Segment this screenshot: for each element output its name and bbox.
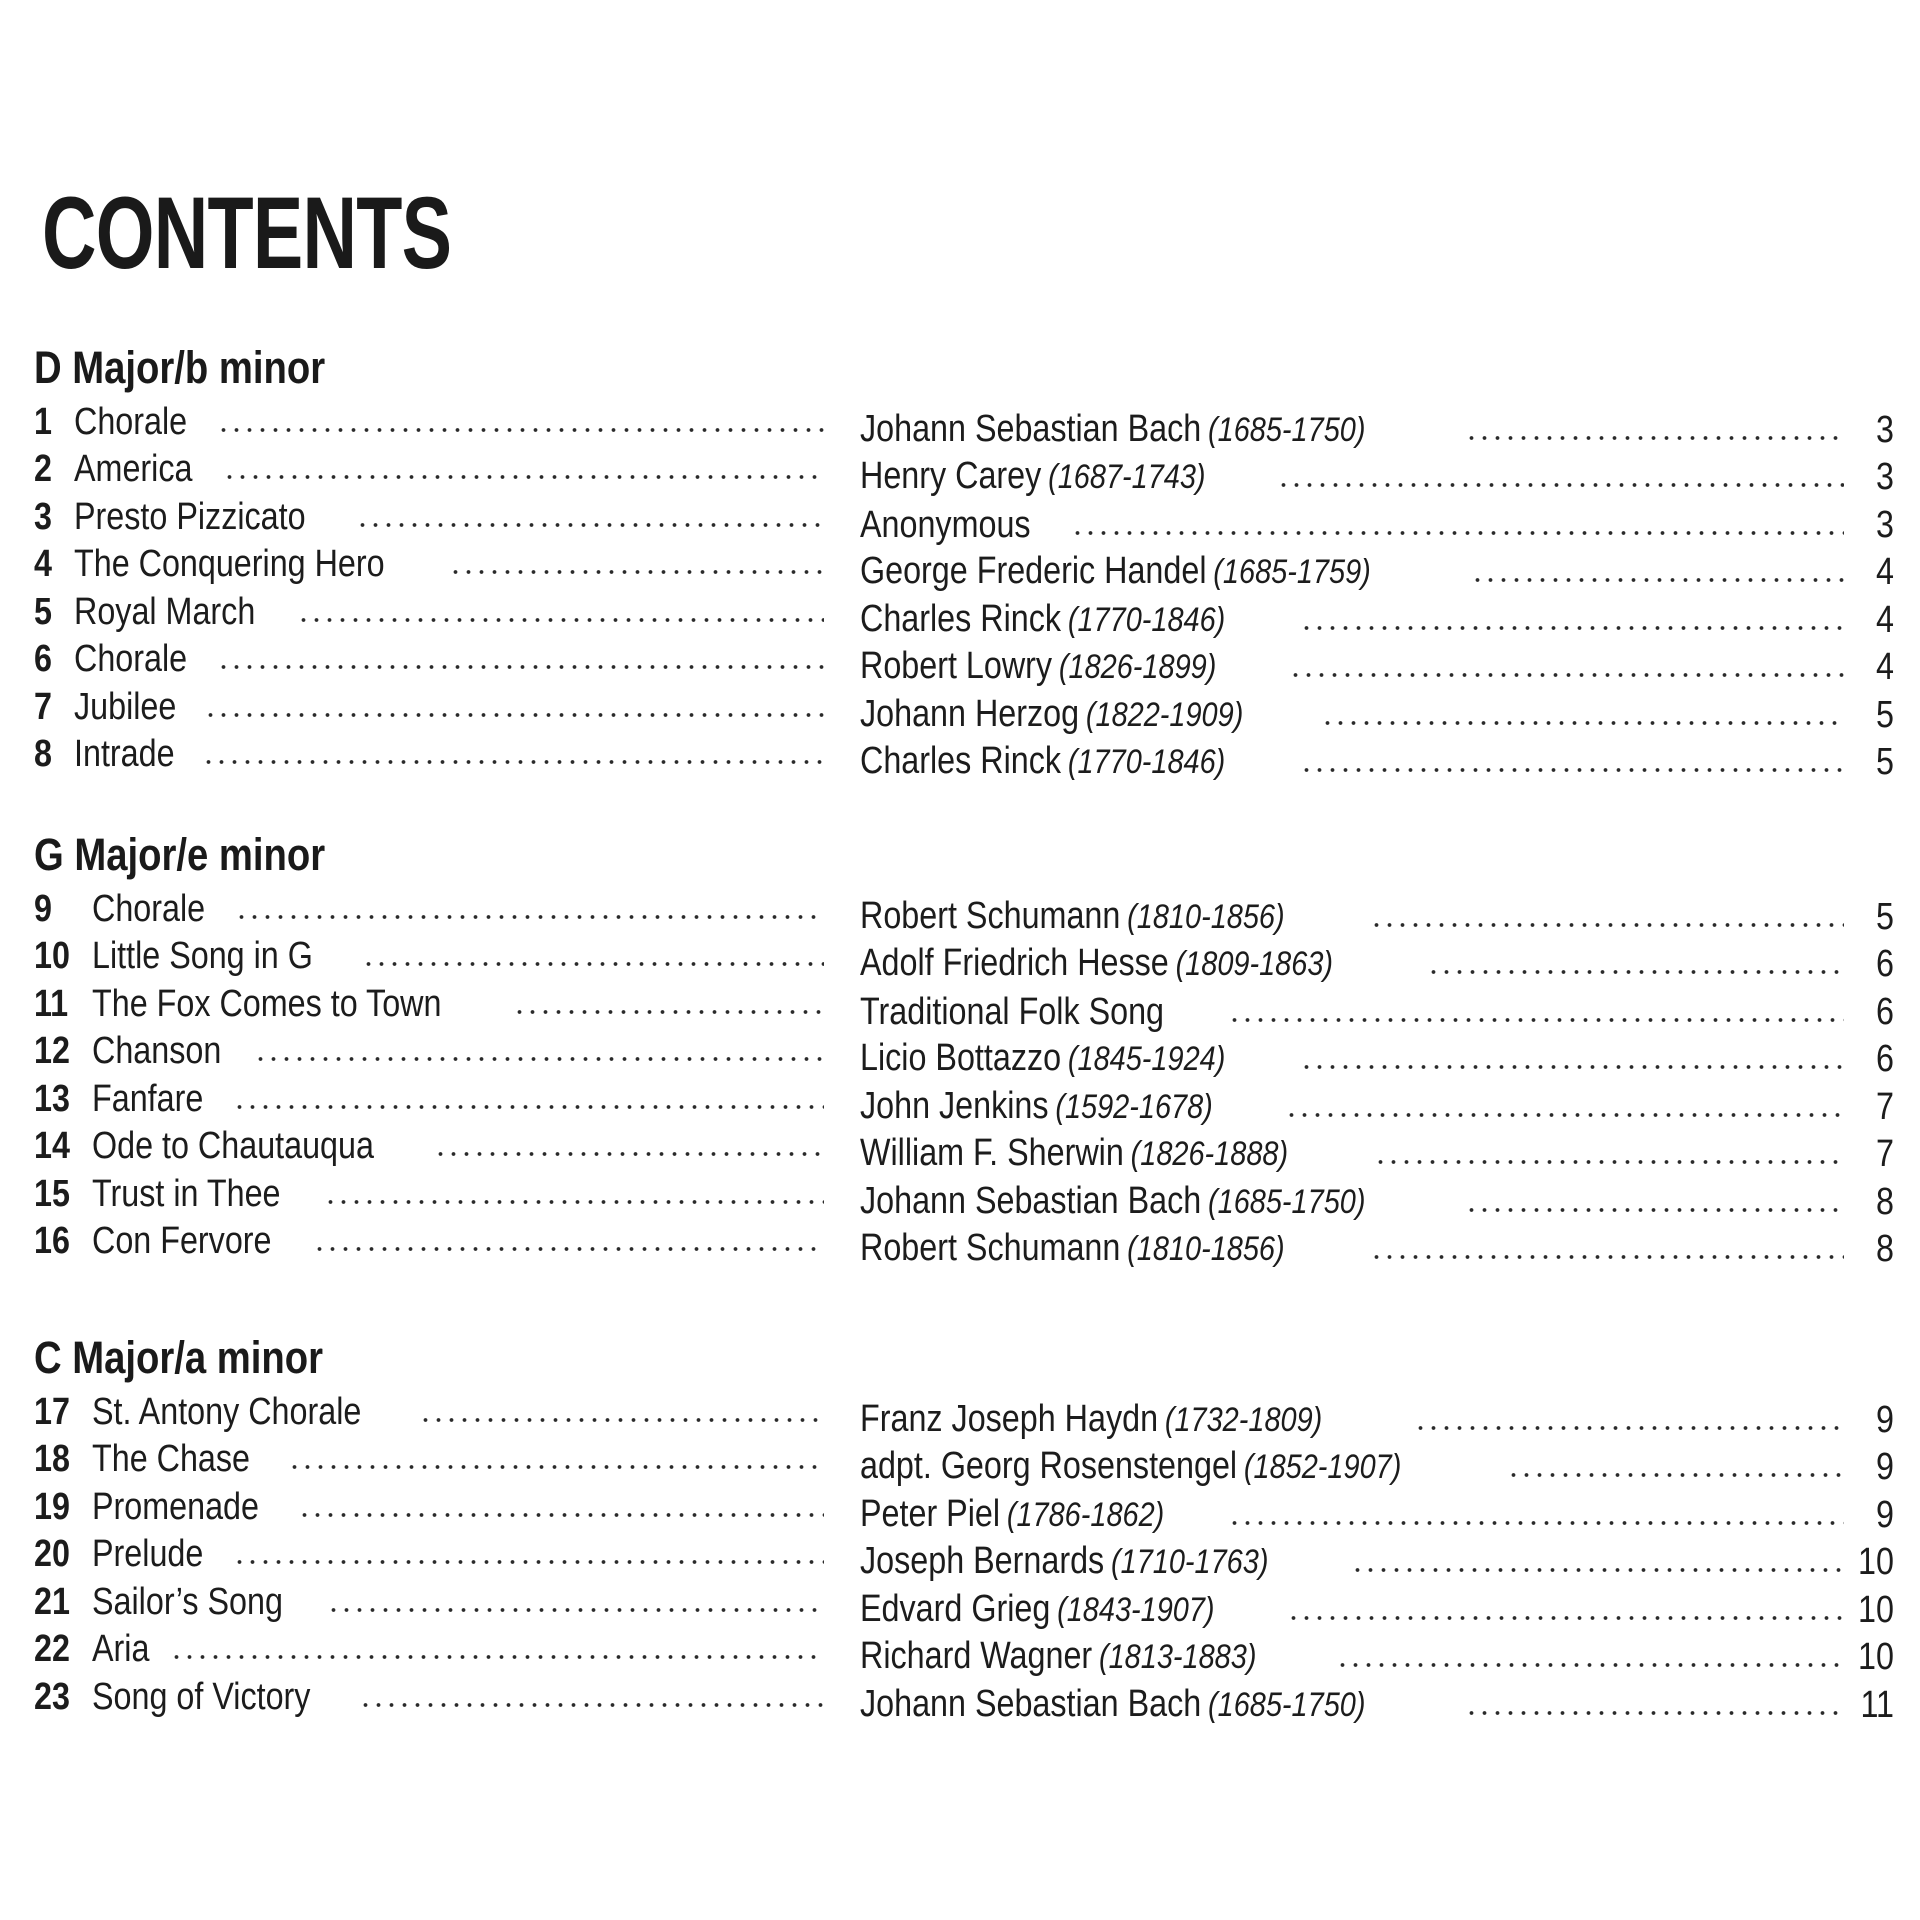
entry-title: Sailor’s Song: [92, 1580, 283, 1623]
entry-composer: Charles Rinck: [860, 597, 1062, 640]
entry-composer-column: [860, 990, 1894, 1034]
dot-leader: [233, 1102, 824, 1112]
entry-page-number: 3: [1876, 456, 1894, 498]
entry-number: 18: [34, 1438, 70, 1480]
entry-title: Presto Pizzicato: [74, 495, 306, 538]
entry-title: St. Antony Chorale: [92, 1390, 362, 1433]
entry-composer: Robert Lowry: [860, 645, 1053, 687]
entry-title-column: [34, 1124, 834, 1168]
entry-dates: (1826-1888): [1130, 1135, 1289, 1173]
entry-page-number: 3: [1876, 503, 1894, 546]
entry-title: Little Song in G: [92, 935, 313, 977]
entry-dates: (1710-1763): [1111, 1543, 1269, 1581]
dot-leader: [513, 1007, 824, 1017]
entry-page-number: 6: [1876, 943, 1894, 985]
entry-composer-column: [860, 1084, 1894, 1129]
dot-leader: [1465, 1708, 1844, 1718]
entry-composer-group: [860, 894, 1285, 939]
entry-number: 4: [34, 543, 52, 585]
entry-composer-column: [860, 1397, 1894, 1442]
entry-composer-column: [860, 549, 1894, 594]
entry-title-column: [34, 447, 834, 491]
entry-title-column: [34, 732, 834, 776]
entry-composer-column: [860, 1682, 1894, 1727]
entry-composer: William F. Sherwin: [860, 1132, 1124, 1174]
entry-composer: Henry Carey: [860, 455, 1042, 497]
entry-composer-column: [860, 894, 1894, 939]
entry-title: Intrade: [74, 733, 175, 775]
dot-leader: [170, 1652, 824, 1662]
entry-number: 8: [34, 733, 52, 775]
page-title: CONTENTS: [42, 176, 452, 290]
entry-page-number: 5: [1876, 741, 1894, 783]
entry-page-number: 9: [1876, 1446, 1894, 1488]
entry-title-column: [34, 1437, 834, 1481]
entry-composer-group: [860, 597, 1225, 642]
entry-composer-column: [860, 1587, 1894, 1632]
dot-leader: [1277, 480, 1844, 490]
dot-leader: [313, 1244, 824, 1254]
entry-number: 10: [34, 935, 70, 977]
dot-leader: [1289, 670, 1844, 680]
entry-page-number: 8: [1876, 1180, 1894, 1223]
entry-composer-group: [860, 1492, 1164, 1537]
entry-page-number: 6: [1876, 990, 1894, 1033]
entry-number: 19: [34, 1485, 70, 1528]
dot-leader: [359, 1700, 824, 1710]
entry-title-column: [34, 934, 834, 978]
entry-composer-group: [860, 644, 1216, 689]
entry-composer: George Frederic Handel: [860, 550, 1207, 592]
section-heading: G Major/e minor: [34, 829, 326, 880]
entry-composer-group: [860, 1397, 1322, 1442]
dot-leader: [1351, 1565, 1844, 1575]
dot-leader: [298, 1510, 824, 1520]
dot-leader: [1336, 1660, 1844, 1670]
entry-composer-column: [860, 1131, 1894, 1176]
entry-composer-column: [860, 1444, 1894, 1489]
entry-composer: Richard Wagner: [860, 1635, 1093, 1677]
entry-title-column: [34, 1675, 834, 1719]
entry-composer: Joseph Bernards: [860, 1540, 1105, 1582]
entry-composer-group: [860, 1634, 1256, 1679]
entry-title-column: [34, 637, 834, 681]
entry-composer: Peter Piel: [860, 1492, 1001, 1535]
entry-dates: (1845-1924): [1067, 1040, 1226, 1078]
entry-dates: (1852-1907): [1243, 1448, 1402, 1486]
entry-title: Song of Victory: [92, 1675, 311, 1718]
entry-dates: (1685-1750): [1208, 410, 1366, 449]
entry-dates: (1813-1883): [1098, 1638, 1257, 1676]
entry-title-column: [34, 400, 834, 444]
entry-page-number: 10: [1858, 1588, 1894, 1631]
dot-leader: [1414, 1423, 1844, 1433]
entry-number: 12: [34, 1030, 70, 1072]
entry-composer-group: [860, 1539, 1268, 1584]
dot-leader: [1321, 718, 1844, 728]
entry-page-number: 9: [1876, 1398, 1894, 1441]
dot-leader: [223, 472, 824, 482]
entry-number: 17: [34, 1390, 70, 1433]
dot-leader: [1287, 1613, 1844, 1623]
dot-leader: [204, 710, 824, 720]
entry-title-column: [34, 1390, 834, 1434]
entry-composer: Robert Schumann: [860, 1227, 1121, 1269]
entry-title-column: [34, 1029, 834, 1073]
dot-leader: [1427, 967, 1845, 977]
entry-composer: Charles Rinck: [860, 740, 1062, 782]
entry-number: 7: [34, 685, 52, 728]
entry-title: Prelude: [92, 1533, 204, 1575]
entry-composer-group: [860, 549, 1371, 594]
entry-title-column: [34, 1077, 834, 1121]
entry-dates: (1810-1856): [1127, 897, 1285, 936]
entry-title: Con Fervore: [92, 1220, 272, 1262]
dot-leader: [1300, 765, 1844, 775]
entry-composer: Johann Herzog: [860, 692, 1080, 735]
entry-composer-column: [860, 1539, 1894, 1584]
entry-dates: (1843-1907): [1057, 1590, 1215, 1629]
entry-title-column: [34, 495, 834, 539]
entry-title-column: [34, 590, 834, 634]
entry-title-column: [34, 1532, 834, 1576]
dot-leader: [254, 1054, 824, 1064]
entry-title: Chorale: [74, 400, 188, 443]
entry-composer-column: [860, 407, 1894, 452]
entry-composer: Johann Sebastian Bach: [860, 1179, 1202, 1222]
entry-title-column: [34, 685, 834, 729]
entry-composer-column: [860, 454, 1894, 499]
dot-leader: [217, 662, 824, 672]
entry-title: Chorale: [92, 887, 206, 930]
entry-title: Ode to Chautauqua: [92, 1125, 374, 1167]
entry-title: Trust in Thee: [92, 1172, 281, 1215]
entry-composer: Johann Sebastian Bach: [860, 407, 1202, 450]
dot-leader: [1285, 1110, 1844, 1120]
entry-composer-column: [860, 597, 1894, 642]
entry-number: 23: [34, 1675, 70, 1718]
dot-leader: [297, 615, 824, 625]
entry-page-number: 10: [1858, 1541, 1894, 1583]
entry-title: The Fox Comes to Town: [92, 982, 442, 1025]
entry-composer: adpt. Georg Rosenstengel: [860, 1445, 1238, 1487]
toc-entry: [34, 396, 1894, 451]
entry-title-column: [34, 982, 834, 1026]
entry-dates: (1822-1909): [1085, 695, 1244, 734]
entry-composer-group: [860, 1226, 1285, 1271]
entry-page-number: 8: [1876, 1228, 1894, 1270]
entry-page-number: 4: [1876, 646, 1894, 688]
entry-dates: (1732-1809): [1164, 1400, 1323, 1439]
entry-composer: Anonymous: [860, 503, 1031, 546]
dot-leader: [356, 520, 824, 530]
dot-leader: [1374, 1157, 1844, 1167]
entry-number: 16: [34, 1220, 70, 1262]
entry-composer-group: [860, 1179, 1365, 1224]
entry-dates: (1592-1678): [1055, 1087, 1213, 1126]
entry-number: 21: [34, 1580, 70, 1623]
entry-composer: Edvard Grieg: [860, 1587, 1051, 1630]
entry-page-number: 3: [1876, 408, 1894, 451]
entry-composer-column: [860, 1036, 1894, 1081]
entry-composer-group: [860, 941, 1333, 986]
entry-composer: Robert Schumann: [860, 894, 1121, 937]
entry-composer-group: [860, 1084, 1213, 1129]
dot-leader: [288, 1462, 824, 1472]
section-heading: C Major/a minor: [34, 1332, 324, 1383]
entry-composer-group: [860, 407, 1365, 452]
dot-leader: [1370, 920, 1844, 930]
section-g-major-e-minor: [34, 827, 1894, 1270]
dot-leader: [1228, 1518, 1844, 1528]
entry-composer: Franz Joseph Haydn: [860, 1397, 1159, 1440]
dot-leader: [1300, 1062, 1844, 1072]
entry-dates: (1826-1899): [1058, 648, 1217, 686]
entry-dates: (1770-1846): [1067, 743, 1226, 781]
entry-page-number: 5: [1876, 895, 1894, 938]
entry-composer-column: [860, 692, 1894, 737]
entry-title: Royal March: [74, 590, 256, 633]
dot-leader: [217, 425, 824, 435]
entry-dates: (1810-1856): [1127, 1230, 1285, 1268]
dot-leader: [1370, 1252, 1844, 1262]
toc-list: [34, 1386, 1894, 1726]
entry-dates: (1685-1759): [1213, 553, 1371, 591]
entry-dates: (1809-1863): [1175, 945, 1334, 983]
entry-title: Aria: [92, 1628, 150, 1670]
entry-page-number: 4: [1876, 598, 1894, 641]
entry-title: Chanson: [92, 1030, 222, 1072]
dot-leader: [1465, 1205, 1844, 1215]
entry-number: 20: [34, 1533, 70, 1575]
entry-composer: Traditional Folk Song: [860, 990, 1165, 1033]
entry-composer-group: [860, 454, 1206, 499]
entry-composer-group: [860, 739, 1225, 784]
entry-title-column: [34, 1172, 834, 1216]
entry-number: 11: [34, 982, 69, 1025]
entry-title: Jubilee: [74, 685, 177, 728]
entry-dates: (1770-1846): [1067, 600, 1226, 639]
entry-composer-column: [860, 503, 1894, 547]
dot-leader: [233, 1557, 824, 1567]
dot-leader: [235, 912, 824, 922]
entry-title-column: [34, 1627, 834, 1671]
entry-composer-group: [860, 990, 1164, 1034]
entry-title-column: [34, 1219, 834, 1263]
entry-composer-column: [860, 1179, 1894, 1224]
entry-number: 6: [34, 638, 52, 680]
entry-title: America: [74, 448, 193, 490]
entry-composer-group: [860, 692, 1243, 737]
entry-composer-column: [860, 644, 1894, 689]
entry-number: 22: [34, 1628, 70, 1670]
entry-title-column: [34, 542, 834, 586]
dot-leader: [419, 1415, 824, 1425]
entry-composer-group: [860, 1131, 1288, 1176]
entry-title-column: [34, 1580, 834, 1624]
entry-page-number: 11: [1860, 1683, 1894, 1726]
toc-list: [34, 883, 1894, 1270]
entry-composer-column: [860, 1634, 1894, 1679]
dot-leader: [1300, 623, 1844, 633]
dot-leader: [1465, 433, 1844, 443]
entry-dates: (1685-1750): [1208, 1182, 1366, 1221]
entry-composer: John Jenkins: [860, 1084, 1049, 1127]
section-c-major-a-minor: [34, 1330, 1894, 1726]
dot-leader: [449, 567, 824, 577]
entry-number: 3: [34, 495, 52, 538]
entry-title: Promenade: [92, 1485, 259, 1528]
entry-title: Chorale: [74, 638, 188, 680]
entry-page-number: 7: [1876, 1133, 1894, 1175]
entry-number: 2: [34, 448, 52, 490]
entry-title-column: [34, 1485, 834, 1529]
entry-dates: (1786-1862): [1006, 1495, 1165, 1534]
entry-number: 9: [34, 887, 52, 930]
entry-title: The Conquering Hero: [74, 543, 385, 585]
entry-number: 15: [34, 1172, 70, 1215]
entry-composer-group: [860, 1444, 1401, 1489]
toc-entry: [34, 883, 1894, 938]
entry-page-number: 7: [1876, 1085, 1894, 1128]
entry-composer-column: [860, 1492, 1894, 1537]
entry-composer-column: [860, 739, 1894, 784]
entry-composer-group: [860, 1036, 1225, 1081]
entry-dates: (1687-1743): [1048, 458, 1206, 496]
entry-composer-column: [860, 1226, 1894, 1271]
entry-page-number: 10: [1858, 1636, 1894, 1678]
entry-composer: Adolf Friedrich Hesse: [860, 942, 1169, 984]
entry-composer-group: [860, 1682, 1365, 1727]
section-d-major-b-minor: [34, 340, 1894, 783]
entry-page-number: 4: [1876, 551, 1894, 593]
entry-page-number: 6: [1876, 1038, 1894, 1080]
entry-dates: (1685-1750): [1208, 1685, 1366, 1724]
entry-title-column: [34, 887, 834, 931]
entry-number: 1: [34, 400, 52, 443]
dot-leader: [1228, 1015, 1844, 1025]
dot-leader: [1471, 575, 1844, 585]
entry-number: 14: [34, 1125, 70, 1167]
dot-leader: [1071, 528, 1844, 538]
dot-leader: [324, 1197, 824, 1207]
dot-leader: [202, 757, 824, 767]
entry-number: 13: [34, 1077, 70, 1120]
entry-composer-group: [860, 1587, 1215, 1632]
entry-page-number: 9: [1876, 1493, 1894, 1536]
section-heading: D Major/b minor: [34, 342, 326, 393]
dot-leader: [327, 1605, 824, 1615]
entry-title: The Chase: [92, 1438, 251, 1480]
entry-composer-group: [860, 503, 1031, 547]
toc-entry: [34, 1386, 1894, 1441]
entry-composer-column: [860, 941, 1894, 986]
entry-page-number: 5: [1876, 693, 1894, 736]
dot-leader: [1507, 1470, 1844, 1480]
entry-composer: Licio Bottazzo: [860, 1037, 1062, 1079]
entry-number: 5: [34, 590, 52, 633]
toc-list: [34, 396, 1894, 783]
entry-title: Fanfare: [92, 1077, 204, 1120]
dot-leader: [434, 1149, 824, 1159]
dot-leader: [362, 959, 824, 969]
entry-composer: Johann Sebastian Bach: [860, 1682, 1202, 1725]
